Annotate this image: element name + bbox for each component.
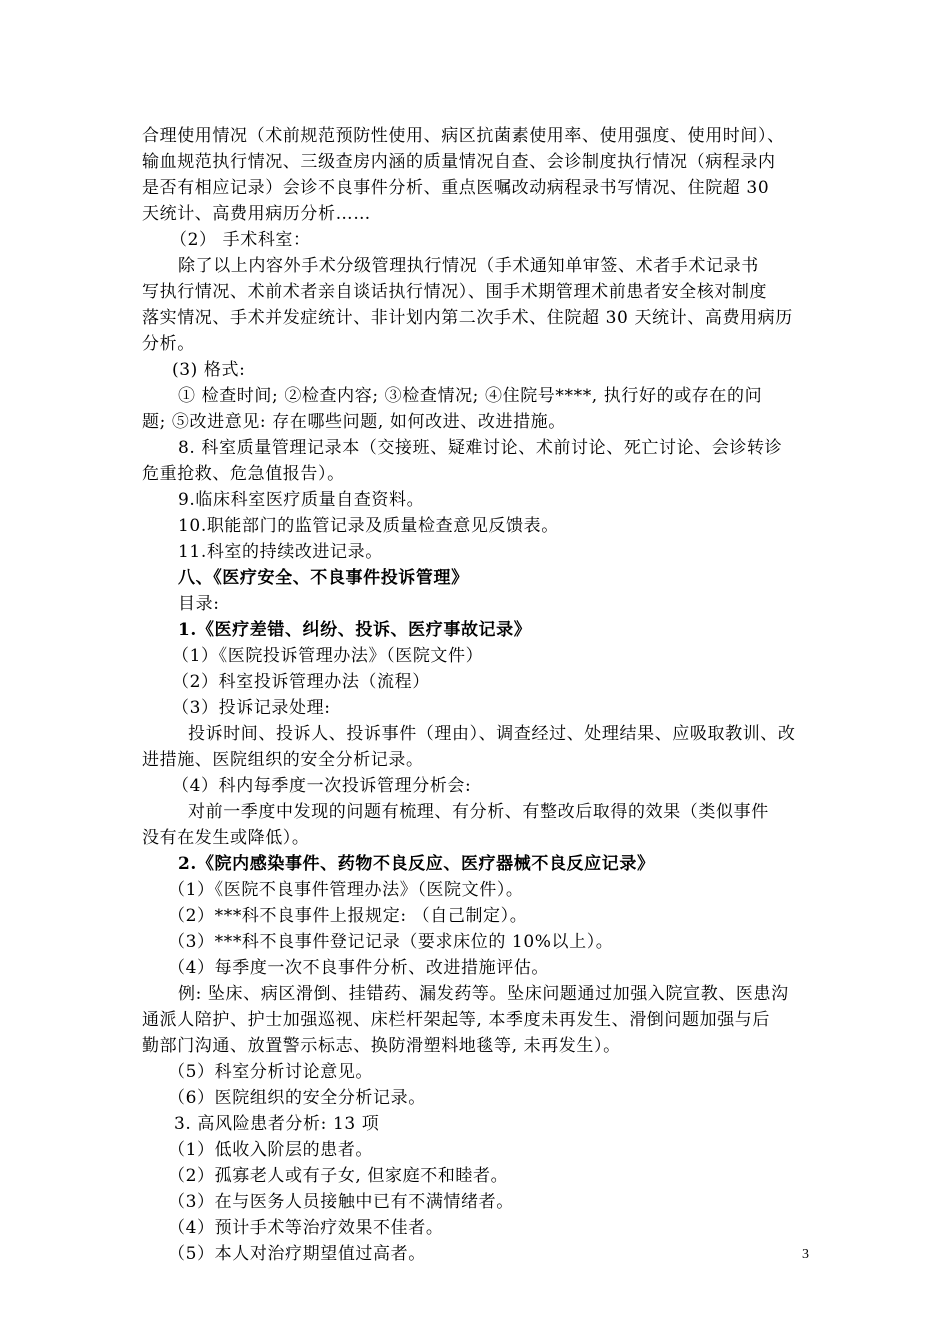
list-item: （2）***科不良事件上报规定: （自己制定）。 xyxy=(168,906,528,926)
subsection-heading: 1.《医疗差错、纠纷、投诉、医疗事故记录》 xyxy=(178,620,532,640)
section-heading: （2） 手术科室： xyxy=(170,230,311,250)
text-line: 是否有相应记录）会诊不良事件分析、重点医嘱改动病程录书写情况、住院超 30 xyxy=(142,178,770,198)
list-item: （4）预计手术等治疗效果不佳者。 xyxy=(168,1218,444,1238)
text-line: 除了以上内容外手术分级管理执行情况（手术通知单审签、术者手术记录书 xyxy=(178,256,759,276)
page-number: 3 xyxy=(802,1247,809,1262)
text-line: 合理使用情况（术前规范预防性使用、病区抗菌素使用率、使用强度、使用时间）、 xyxy=(142,126,785,146)
list-item: （4）每季度一次不良事件分析、改进措施评估。 xyxy=(168,958,550,978)
text-line: 没有在发生或降低）。 xyxy=(142,828,310,848)
text-line: 通派人陪护、护士加强巡视、床栏杆架起等, 本季度未再发生、滑倒问题加强与后 xyxy=(142,1010,771,1030)
list-item: （3）***科不良事件登记记录（要求床位的 10%以上）。 xyxy=(168,932,614,952)
list-item: 11.科室的持续改进记录。 xyxy=(178,542,383,562)
text-line: 例: 坠床、病区滑倒、挂错药、漏发药等。坠床问题通过加强入院宣教、医患沟 xyxy=(178,984,789,1004)
list-item: （1）低收入阶层的患者。 xyxy=(168,1140,374,1160)
list-item: （3）在与医务人员接触中已有不满情绪者。 xyxy=(168,1192,514,1212)
subsection-heading: 3. 高风险患者分析: 13 项 xyxy=(174,1114,380,1134)
text-line: 勤部门沟通、放置警示标志、换防滑塑料地毯等, 未再发生）。 xyxy=(142,1036,621,1056)
subsection-heading: 2.《院内感染事件、药物不良反应、医疗器械不良反应记录》 xyxy=(178,854,655,874)
text-line: 分析。 xyxy=(142,334,195,354)
list-item: （2）科室投诉管理办法（流程） xyxy=(172,672,430,692)
chapter-heading: 八、《医疗安全、不良事件投诉管理》 xyxy=(178,568,469,588)
list-item: （5）本人对治疗期望值过高者。 xyxy=(168,1244,426,1264)
text-line: 题; ⑤改进意见: 存在哪些问题, 如何改进、改进措施。 xyxy=(142,412,566,432)
text-line: 输血规范执行情况、三级查房内涵的质量情况自查、会诊制度执行情况（病程录内 xyxy=(142,152,776,172)
text-line: 目录: xyxy=(178,594,220,614)
text-line: 落实情况、手术并发症统计、非计划内第二次手术、住院超 30 天统计、高费用病历 xyxy=(142,308,793,328)
text-line: 对前一季度中发现的问题有梳理、有分析、有整改后取得的效果（类似事件 xyxy=(188,802,769,822)
list-item: 8. 科室质量管理记录本（交接班、疑难讨论、术前讨论、死亡讨论、会诊转诊 xyxy=(178,438,783,458)
list-item: 9.临床科室医疗质量自查资料。 xyxy=(178,490,425,510)
list-item: （2）孤寡老人或有子女, 但家庭不和睦者。 xyxy=(168,1166,509,1186)
list-item: （6）医院组织的安全分析记录。 xyxy=(168,1088,426,1108)
text-line: 进措施、医院组织的安全分析记录。 xyxy=(142,750,424,770)
section-heading: (3) 格式: xyxy=(172,360,246,380)
list-item: （4）科内每季度一次投诉管理分析会: xyxy=(172,776,472,796)
text-line: 危重抢救、危急值报告）。 xyxy=(142,464,345,484)
text-line: 写执行情况、术前术者亲自谈话执行情况）、围手术期管理术前患者安全核对制度 xyxy=(142,282,768,302)
text-line: 投诉时间、投诉人、投诉事件（理由）、调查经过、处理结果、应吸取教训、改 xyxy=(188,724,796,744)
list-item: 10.职能部门的监管记录及质量检查意见反馈表。 xyxy=(178,516,559,536)
text-line: ① 检查时间; ②检查内容; ③检查情况; ④住院号****, 执行好的或存在的问 xyxy=(178,386,763,406)
list-item: （3）投诉记录处理: xyxy=(172,698,331,718)
text-line: 天统计、高费用病历分析…… xyxy=(142,204,371,224)
list-item: （1）《医院投诉管理办法》（医院文件） xyxy=(172,646,484,666)
list-item: （5）科室分析讨论意见。 xyxy=(168,1062,374,1082)
list-item: （1）《医院不良事件管理办法》（医院文件）。 xyxy=(168,880,524,900)
